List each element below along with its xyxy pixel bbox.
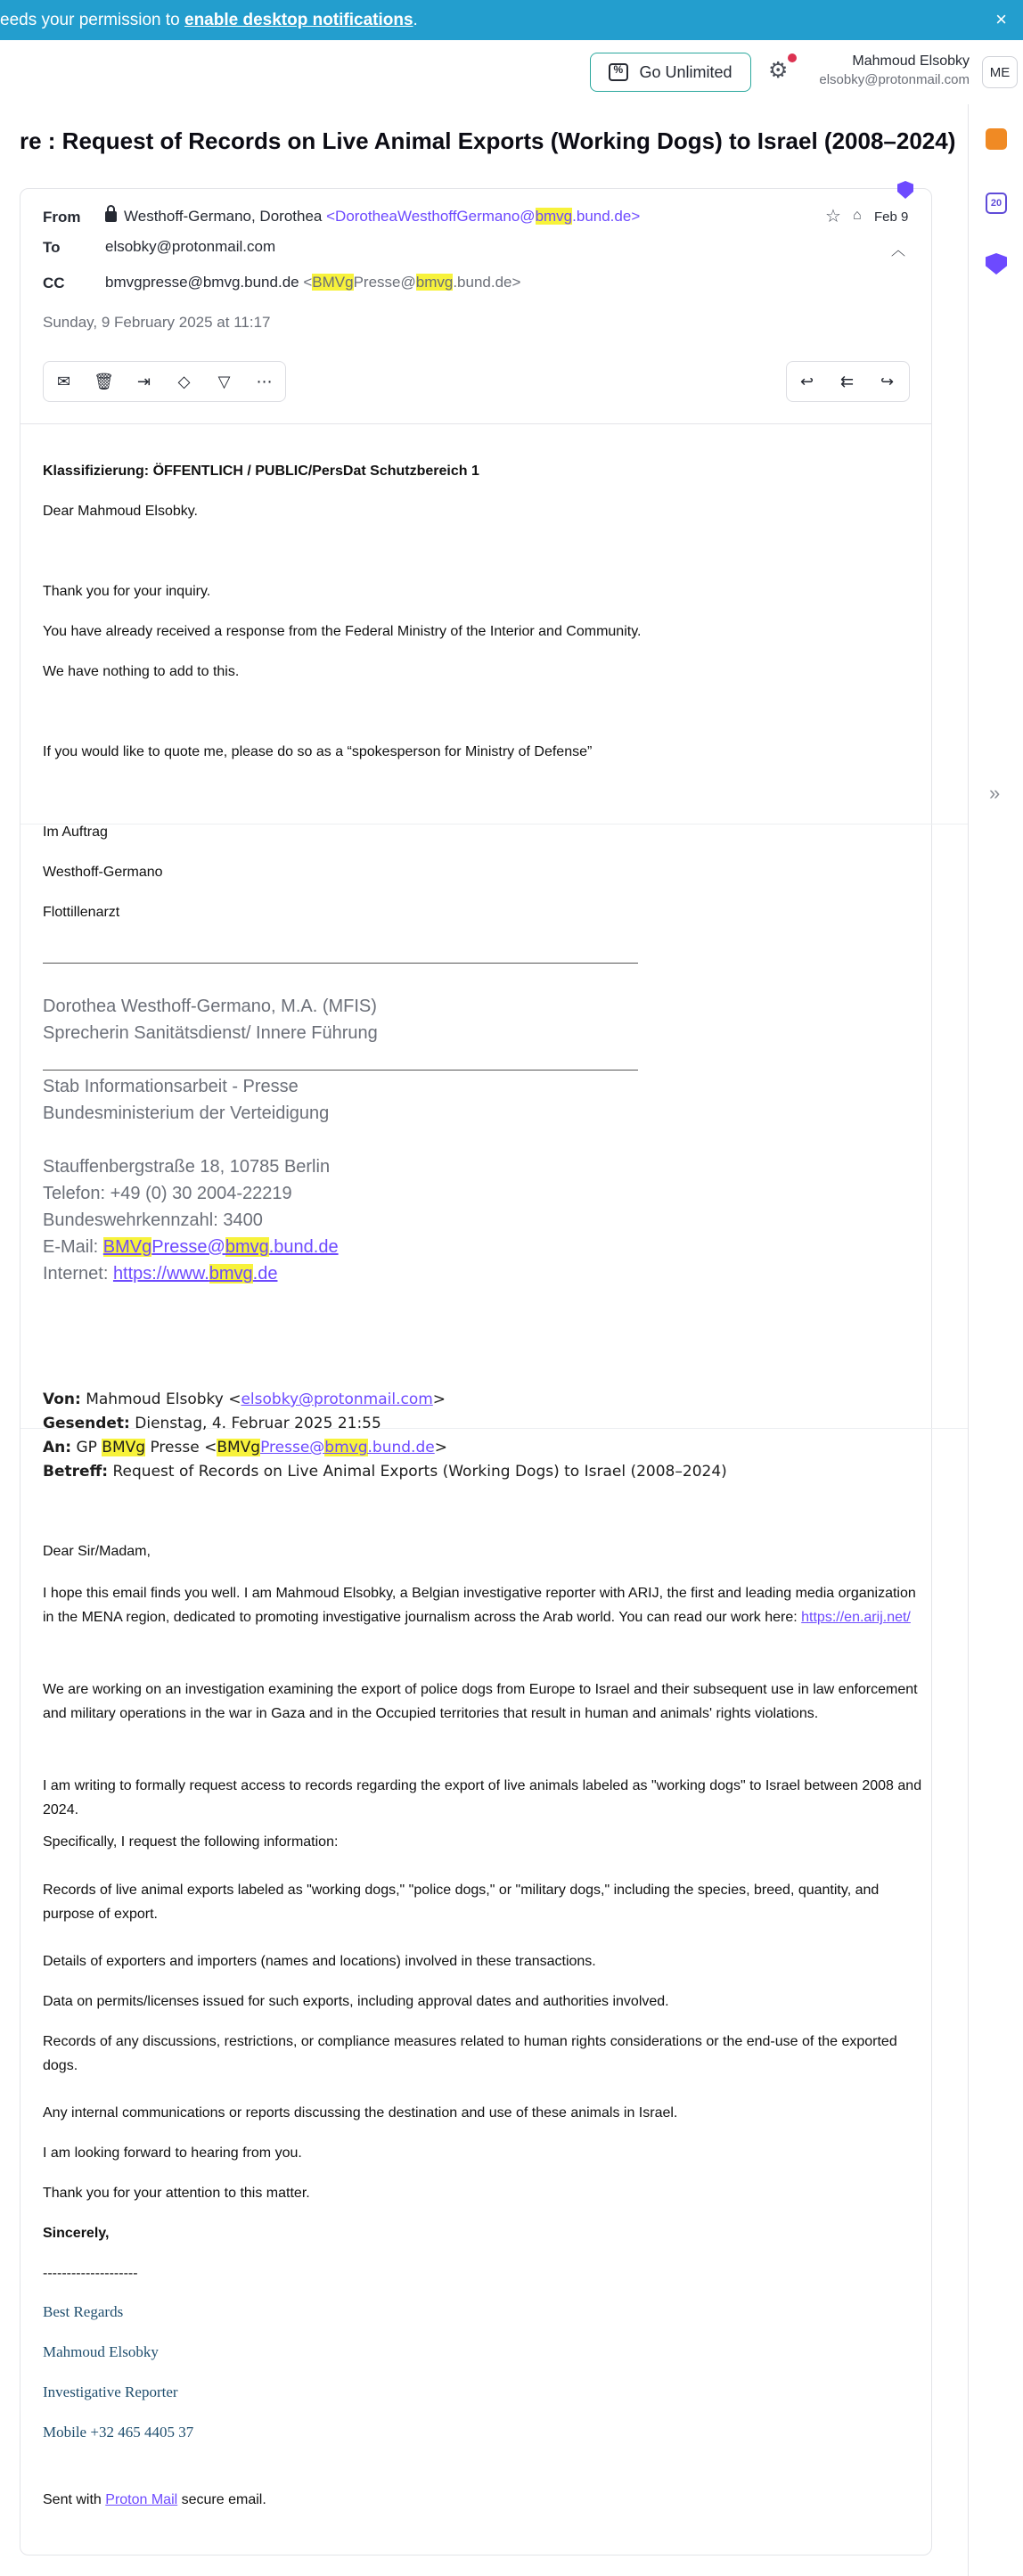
contacts-icon[interactable] xyxy=(986,128,1007,150)
user-name: Mahmoud Elsobky xyxy=(852,53,970,69)
body-line: Thank you for your inquiry. xyxy=(43,584,211,599)
quoted-paragraph: I am writing to formally request access to records regarding the export of live animals labeled as "working dogs" to Israel between 2008 and 2024. xyxy=(43,1778,922,1817)
label-icon[interactable]: ◇ xyxy=(177,372,191,390)
gear-icon[interactable]: ⚙ xyxy=(768,59,791,82)
signature-website: Internet: https://www.bmvg.de xyxy=(43,1264,278,1284)
quoted-an: An: GP BMVg Presse <BMVgPresse@bmvg.bund.de> xyxy=(43,1439,447,1456)
header-divider xyxy=(20,423,931,424)
from-label: From xyxy=(43,209,81,226)
app-rail xyxy=(970,104,1023,2576)
quoted-to-link[interactable]: Presse@bmvg.bund.de xyxy=(260,1439,435,1456)
sincerely: Sincerely, xyxy=(43,2226,110,2241)
short-date: Feb 9 xyxy=(874,209,909,225)
cc-address: <BMVgPresse@bmvg.bund.de> xyxy=(303,274,521,291)
quoted-from-link[interactable]: elsobky@protonmail.com xyxy=(241,1391,433,1408)
banner-suffix: . xyxy=(413,11,418,29)
calendar-icon[interactable]: 20 xyxy=(986,193,1007,214)
go-unlimited-label: Go Unlimited xyxy=(639,62,732,81)
move-icon[interactable]: ⇥ xyxy=(136,372,151,390)
from-value[interactable] xyxy=(105,208,640,226)
top-bar xyxy=(0,40,1023,104)
quoted-von: Von: Mahmoud Elsobky <elsobky@protonmail.com> xyxy=(43,1391,446,1408)
cc-name: bmvgpresse@bmvg.bund.de xyxy=(105,274,299,291)
request-item: Records of any discussions, restrictions, or compliance measures related to human rights considerations or the end-use of the exported dogs. xyxy=(43,2034,897,2073)
quoted-greeting: Dear Sir/Madam, xyxy=(43,1544,151,1559)
lock-icon xyxy=(105,211,117,222)
message-subject: re : Request of Records on Live Animal Exports (Working Dogs) to Israel (2008–2024) xyxy=(20,127,956,154)
signature-line: Stauffenbergstraße 18, 10785 Berlin xyxy=(43,1157,331,1177)
close-icon[interactable]: × xyxy=(995,8,1007,30)
expand-icon[interactable]: » xyxy=(989,782,1001,804)
classification: Klassifizierung: ÖFFENTLICH / PUBLIC/PersDat Schutzbereich 1 xyxy=(43,464,479,479)
banner-text xyxy=(0,11,418,30)
signature-line: Sprecherin Sanitätsdienst/ Innere Führung xyxy=(43,1023,378,1043)
signature-line: Dorothea Westhoff-Germano, M.A. (MFIS) xyxy=(43,997,377,1016)
filter-icon[interactable]: ▽ xyxy=(217,372,231,390)
request-item: Records of live animal exports labeled as "working dogs," "police dogs," or "military dogs," including the species, breed, quantity, and purpose of export. xyxy=(43,1883,880,1922)
arij-link[interactable]: https://en.arij.net/ xyxy=(801,1610,911,1625)
reporter-signature-line: Best Regards xyxy=(43,2303,124,2320)
to-label: To xyxy=(43,239,61,256)
quoted-paragraph: Specifically, I request the following information: xyxy=(43,1834,339,1850)
quoted-paragraph: We are working on an investigation examining the export of police dogs from Europe to Israel and their subsequent use in law enforcement and military operations in the war in Gaza and in the Occupied territories that result in human and animals' rights violations. xyxy=(43,1682,918,1721)
to-value[interactable]: elsobky@protonmail.com xyxy=(105,238,276,255)
signature-email-link[interactable]: BMVgPresse@bmvg.bund.de xyxy=(102,1237,339,1257)
quoted-paragraph: I am looking forward to hearing from you. xyxy=(43,2145,302,2161)
signature-rule xyxy=(43,963,638,964)
quoted-paragraph: I hope this email finds you well. I am Mahmoud Elsobky, a Belgian investigative reporter with ARIJ, the first and leading media organization in the MENA region, dedicated to promoting investigative journalism across the Arab world. You can read our work here: https://en.arij.net/ xyxy=(43,1586,916,1625)
signature-website-link[interactable]: https://www.bmvg.de xyxy=(112,1264,278,1284)
reply-toolbar xyxy=(786,361,910,402)
from-address: <DorotheaWesthoffGermano@bmvg.bund.de> xyxy=(326,208,641,225)
reporter-signature-line: Mahmoud Elsobky xyxy=(43,2343,159,2360)
dashes: -------------------- xyxy=(43,2266,138,2281)
message-toolbar xyxy=(43,361,286,402)
avatar[interactable]: ME xyxy=(982,56,1018,88)
request-item: Data on permits/licenses issued for such exports, including approval dates and authorities involved. xyxy=(43,1994,669,2009)
body-line: Im Auftrag xyxy=(43,824,108,840)
reporter-signature-line: Investigative Reporter xyxy=(43,2383,178,2400)
rail-divider xyxy=(968,104,969,2576)
body-line: Flottillenarzt xyxy=(43,905,120,920)
body-line: Westhoff-Germano xyxy=(43,865,163,880)
more-icon[interactable]: ⋯ xyxy=(256,372,273,390)
shield-icon[interactable] xyxy=(986,253,1007,275)
request-item: Any internal communications or reports discussing the destination and use of these animals in Israel. xyxy=(43,2105,678,2121)
notification-dot xyxy=(788,53,797,62)
signature-line: Telefon: +49 (0) 30 2004-22219 xyxy=(43,1184,292,1203)
greeting: Dear Mahmoud Elsobky. xyxy=(43,504,198,519)
signature-line: Bundeswehrkennzahl: 3400 xyxy=(43,1210,263,1230)
inbox-icon: ⌂ xyxy=(853,208,862,223)
reply-icon[interactable]: ↩ xyxy=(799,372,814,390)
signature-email: E-Mail: BMVgPresse@bmvg.bund.de xyxy=(43,1237,339,1257)
body-line: If you would like to quote me, please do so as a “spokesperson for Ministry of Defense” xyxy=(43,744,593,759)
mark-unread-icon[interactable]: ✉ xyxy=(56,372,71,390)
banner-prefix: eeds your permission to xyxy=(0,11,184,29)
user-info[interactable] xyxy=(819,53,970,87)
reporter-signature-line: Mobile +32 465 4405 37 xyxy=(43,2424,194,2441)
forward-icon[interactable]: ↪ xyxy=(880,372,895,390)
go-unlimited-button[interactable] xyxy=(590,53,751,92)
cc-label: CC xyxy=(43,275,65,291)
from-name: Westhoff-Germano, Dorothea xyxy=(124,208,323,225)
sent-with: Sent with Proton Mail secure email. xyxy=(43,2492,266,2507)
signature-rule xyxy=(43,1070,638,1071)
body-line: You have already received a response from the Federal Ministry of the Interior and Community. xyxy=(43,624,642,639)
quoted-paragraph: Thank you for your attention to this matter. xyxy=(43,2186,310,2201)
proton-mail-link[interactable]: Proton Mail xyxy=(105,2492,178,2507)
star-icon[interactable]: ☆ xyxy=(825,207,841,226)
user-email: elsobky@protonmail.com xyxy=(819,72,970,87)
percent-tag-icon xyxy=(609,63,628,81)
quoted-betreff: Betreff: Request of Records on Live Animal Exports (Working Dogs) to Israel (2008–2024) xyxy=(43,1463,727,1481)
reply-all-icon[interactable]: ⇇ xyxy=(839,372,855,390)
notification-banner xyxy=(0,0,1023,40)
signature-line: Bundesministerium der Verteidigung xyxy=(43,1103,330,1123)
chevron-up-icon[interactable]: ︿ xyxy=(891,243,906,258)
enable-notifications-link[interactable]: enable desktop notifications xyxy=(184,11,413,29)
quoted-gesendet: Gesendet: Dienstag, 4. Februar 2025 21:55 xyxy=(43,1415,381,1432)
signature-line: Stab Informationsarbeit - Presse xyxy=(43,1077,299,1096)
cc-value[interactable] xyxy=(105,274,520,291)
trash-icon[interactable]: 🗑 xyxy=(94,372,114,390)
message-datetime: Sunday, 9 February 2025 at 11:17 xyxy=(43,314,271,331)
body-line: We have nothing to add to this. xyxy=(43,664,240,679)
request-item: Details of exporters and importers (names and locations) involved in these transactions. xyxy=(43,1954,596,1969)
